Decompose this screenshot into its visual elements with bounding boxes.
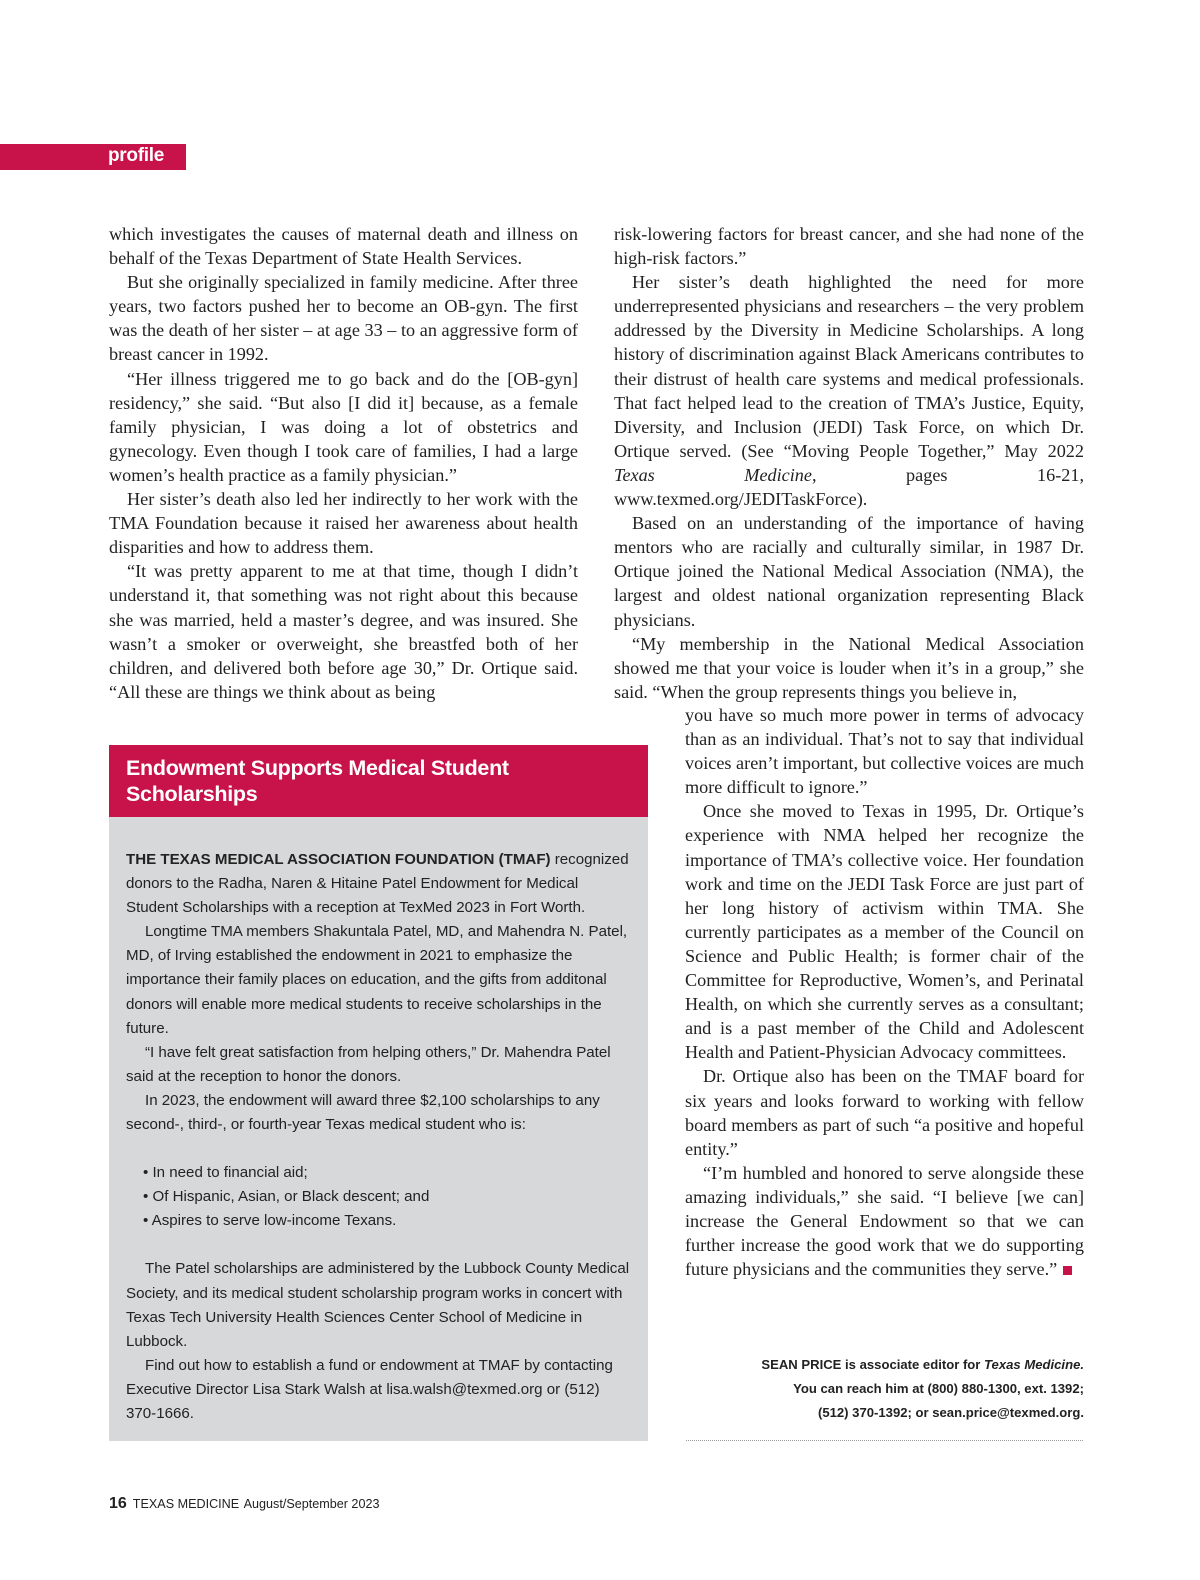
article-paragraph: Dr. Ortique also has been on the TMAF board for six years and looks forward to working with fellow board members as part of such “a positive and hopeful entity.” [685,1066,1084,1159]
sidebar-text-run: recognized donors to the Radha, Naren & Hitaine Patel Endowment for Medical Student Scholarships with a reception at TexMed 2023 in Fort Worth. [126,851,629,917]
sidebar-paragraph: Longtime TMA members Shakuntala Patel, MD, and Mahendra N. Patel, MD, of Irving established the endowment in 2021 to emphasize the importance their family places on education, and the gifts from additonal donors will enable more medical students to receive scholarships in the future. [126,923,628,1037]
section-tag [0,144,186,170]
article-paragraph: Her sister’s death also led her indirectly to her work with the TMA Foundation because it raised her awareness about health disparities and how to address them. [109,489,578,558]
article-text: , pages 16-21, www.texmed.org/JEDITaskForce). [614,464,1084,510]
byline-text: SEAN PRICE is associate editor for [761,1357,985,1372]
publication-title: Texas Medicine [614,464,812,485]
list-item: • Aspires to serve low-income Texans. [143,1212,397,1230]
author-byline [685,1353,1084,1425]
sidebar-text [126,848,633,1426]
sidebar-paragraph: In 2023, the endowment will award three $2,100 scholarships to any second-, third-, or fourth-year Texas medical student who is: [126,1091,600,1134]
sidebar-box [109,817,648,1441]
article-paragraph: “Her illness triggered me to go back and do the [OB-gyn] residency,” she said. “But also [I did it] because, as a female family physician, I was doing a lot of obstetrics and gynecology. Even though I took care of families, I had a large women’s health practice as a family physician.” [109,368,578,485]
publication-name: TEXAS MEDICINE [132,1497,240,1511]
article-paragraph: risk-lowering factors for breast cancer, and she had none of the high-risk factors.” [614,224,1084,269]
sidebar-lead-in: THE TEXAS MEDICAL ASSOCIATION FOUNDATION (TMAF) [126,851,551,868]
byline-line [685,1353,1084,1377]
sidebar-header [109,745,648,817]
page-number: 16 [109,1495,127,1512]
article-paragraph: you have so much more power in terms of advocacy than as an individual. That’s not to say that individual voices aren’t important, but collective voices are much more difficult to ignore.” [685,705,1084,798]
end-mark-icon [1063,1266,1072,1275]
article-column-right-top [614,222,1084,704]
publication-title: Texas Medicine. [984,1357,1084,1372]
issue-date: August/September 2023 [243,1497,380,1511]
sidebar-paragraph: The Patel scholarships are administered by the Lubbock County Medical Society, and its medical student scholarship program works in concert with Texas Tech University Health Sciences Center School of Medicine in Lubbock. [126,1260,630,1350]
divider [686,1440,1083,1441]
article-text: Her sister’s death highlighted the need for more underrepresented physicians and researchers – the very problem addressed by the Diversity in Medicine Scholarships. A long history of discrimination against Black Americans contributes to their distrust of health care systems and medical professionals. That fact helped lead to the creation of TMA’s Justice, Equity, Diversity, and Inclusion (JEDI) Task Force, on which Dr. Ortique served. (See “Moving People Together,” May 2022 [614,272,1084,461]
list-item: • In need to financial aid; [143,1164,308,1182]
article-paragraph [685,1161,1084,1281]
sidebar-paragraph: “I have felt great satisfaction from helping others,” Dr. Mahendra Patel said at the reception to honor the donors. [126,1043,611,1085]
article-text: “I’m humbled and honored to serve alongside these amazing individuals,” she said. “I believe [we can] increase the General Endowment so that we can further increase the good work that we do supporting future physicians and the communities they serve.” [685,1162,1084,1280]
article-paragraph: Once she moved to Texas in 1995, Dr. Ortique’s experience with NMA helped her recognize the importance of TMA’s collective voice. Her foundation work and time on the JEDI Task Force are just part of her long history of activism within TMA. She currently participates as a member of the Council on Science and Public Health; is former chair of the Committee for Reproductive, Women’s, and Perinatal Health, on which she currently serves as a consultant; and is a past member of the Child and Adolescent Health and Patient-Physician Advocacy committees. [685,801,1084,1063]
list-item: • Of Hispanic, Asian, or Black descent; and [143,1188,430,1206]
article-paragraph: Based on an understanding of the importance of having mentors who are racially and culturally similar, in 1987 Dr. Ortique joined the National Medical Association (NMA), the largest and oldest national organization representing Black physicians. [614,513,1084,630]
criteria-list [126,1161,633,1233]
article-paragraph: But she originally specialized in family medicine. After three years, two factors pushed her to become an OB-gyn. The first was the death of her sister – at age 33 – to an aggressive form of breast cancer in 1992. [109,272,578,365]
byline-line: (512) 370-1392; or sean.price@texmed.org. [817,1405,1084,1421]
article-column-right-bottom [685,703,1084,1281]
sidebar-title: Endowment Supports Medical Student Scholarships [126,756,509,806]
article-paragraph: “My membership in the National Medical Association showed me that your voice is louder when it’s in a group,” she said. “When the group represents things you believe in, [614,633,1084,702]
section-label: profile [108,145,164,166]
byline-line: You can reach him at (800) 880-1300, ext. 1392; [793,1381,1084,1397]
sidebar-paragraph: Find out how to establish a fund or endowment at TMAF by contacting Executive Director Lisa Stark Walsh at lisa.walsh@texmed.org or (512) 370-1666. [126,1356,613,1422]
article-paragraph: “It was pretty apparent to me at that time, though I didn’t understand it, that something was not right about this because she was married, held a master’s degree, and was insured. She wasn’t a smoker or overweight, she breastfed both of her children, and delivered both before age 30,” Dr. Ortique said. “All these are things we think about as being [109,561,578,702]
article-paragraph: which investigates the causes of maternal death and illness on behalf of the Texas Department of State Health Services. [109,224,578,269]
article-column-left [109,222,578,704]
sidebar-paragraph [126,848,633,920]
page-footer [109,1495,379,1513]
article-paragraph [614,270,1084,511]
